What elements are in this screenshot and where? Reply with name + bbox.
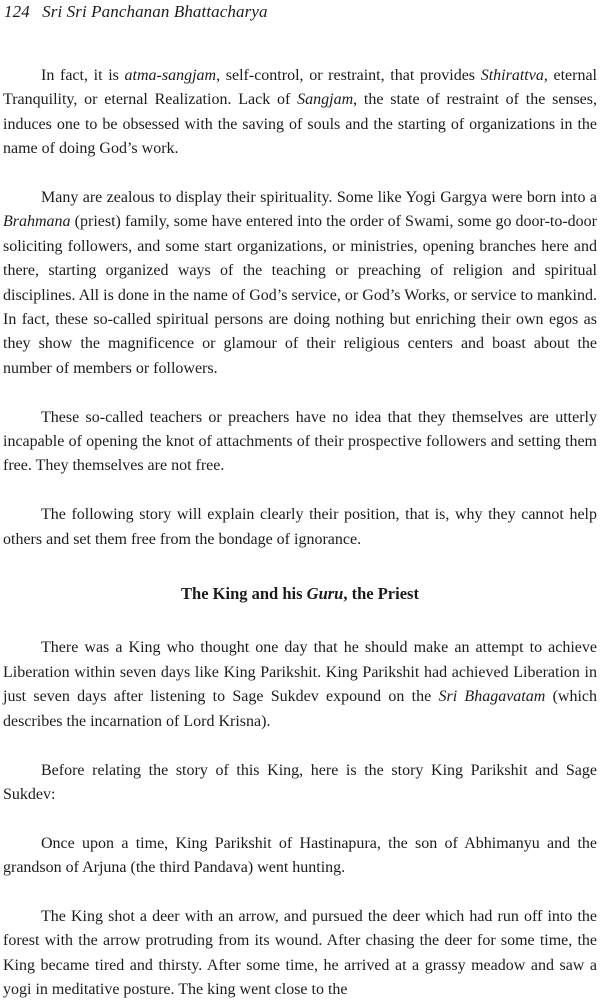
italic-term: atma-sangjam [124,67,217,84]
section-heading: The King and his Guru, the Priest [181,584,419,604]
paragraph: These so-called teachers or preachers have no idea that they themselves are utterly incapable of opening the knot of attachments of their prospective followers and setting them free. They themselves are not free. [3,408,597,475]
italic-term: Sri Bhagavatam [438,688,546,706]
running-header [4,2,268,22]
paragraph: In fact, it is atma-sangjam, self-control, or restraint, that provides Sthirattva, eternal Tranquility, or eternal Realization. Lack of Sangjam, the state of restraint of the senses, induces one to be obsessed with the saving of souls and the starting of organizations in the name of doing God’s work. [3,67,598,158]
italic-term: Sthirattva [480,67,544,84]
paragraph: Before relating the story of this King, here is the story King Parikshit and Sage Sukdev: [3,761,597,803]
paragraph: Once upon a time, King Parikshit of Hastinapura, the son of Abhimanyu and the grandson of Arjuna (the third Pandava) went hunting. [3,834,597,877]
paragraph: There was a King who thought one day that he should make an attempt to achieve Liberation within seven days like King Parikshit. King Parikshit had achieved Liberation in just seven days after listening to Sage Sukdev expound on the Sri Bhagavatam (which describes the incarnation of Lord Krisna). [3,639,598,730]
italic-term: Guru [306,584,344,604]
page-number: 124 [4,2,30,21]
running-title: Sri Sri Panchanan Bhattacharya [42,2,268,21]
italic-term: Brahmana [3,213,71,231]
body-text [3,64,597,1003]
paragraph: The King shot a deer with an arrow, and pursued the deer which had run off into the forest with the arrow protruding from its wound. After chasing the deer for some time, the King became tired and thirsty. After some time, he arrived at a grassy meadow and saw a yogi in meditative posture. The king went close to the [3,907,597,999]
italic-term: Sangjam [297,91,354,109]
paragraph: The following story will explain clearly their position, that is, why they cannot help others and set them free from the bondage of ignorance. [3,506,597,548]
paragraph: Many are zealous to display their spirituality. Some like Yogi Gargya were born into a Brahmana (priest) family, some have entered into the order of Swami, some go door-to-door soliciting followers, and some start organizations, or ministries, opening branches here and there, starting organized ways of the teaching or preaching of religion and spiritual disciplines. All is done in the name of God’s service, or God’s Works, or service to mankind. In fact, these so-called spiritual persons are doing nothing but enriching their own egos as they show the magnificence or glamour of their religious centers and boast about the number of members or followers. [3,189,597,377]
